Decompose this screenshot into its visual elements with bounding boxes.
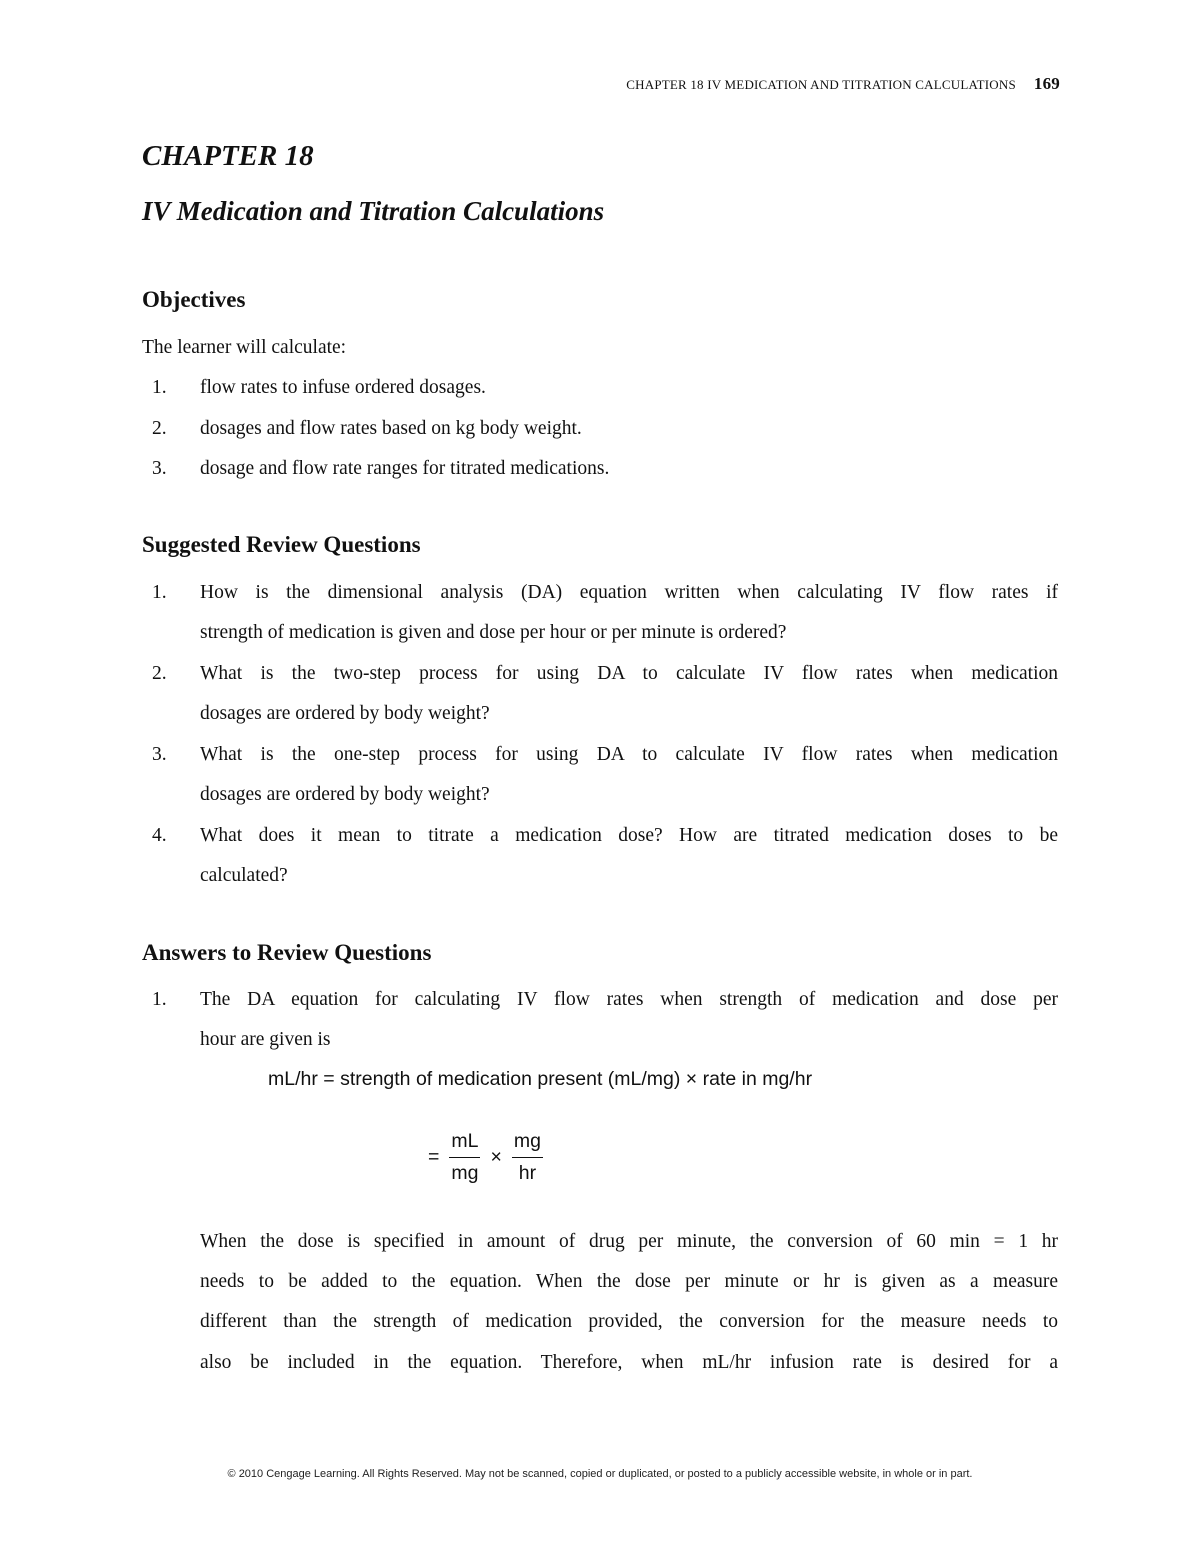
page-number: 169 (1033, 74, 1060, 93)
question-line: calculated? (200, 865, 288, 886)
question-line: dosages are ordered by body weight? (200, 784, 490, 805)
fraction-denominator: hr (518, 1162, 537, 1184)
answers-heading: Answers to Review Questions (142, 940, 432, 965)
answer-number: 1. (152, 989, 167, 1010)
objectives-intro: The learner will calculate: (142, 337, 347, 358)
copyright-footer: © 2010 Cengage Learning. All Rights Reserved. May not be scanned, copied or duplicated, or posted to a publicly accessible website, in whole or in part. (227, 1468, 973, 1480)
fraction-ml-per-mg (449, 1130, 480, 1185)
question-line: How is the dimensional analysis (DA) equation written when calculating IV flow rates if (200, 582, 1058, 603)
objective-item: dosage and flow rate ranges for titrated medications. (200, 458, 610, 479)
times-sign: × (490, 1146, 502, 1168)
equals-sign: = (428, 1146, 440, 1168)
question-line: What is the one-step process for using DA to calculate IV flow rates when medication (200, 744, 1058, 765)
fraction-denominator: mg (451, 1162, 479, 1184)
fraction-mg-per-hr (512, 1130, 543, 1185)
question-line: dosages are ordered by body weight? (200, 703, 490, 724)
chapter-title: IV Medication and Titration Calculations (142, 196, 605, 226)
running-header-title: CHAPTER 18 IV MEDICATION AND TITRATION CALCULATIONS (626, 77, 1016, 92)
objective-item: flow rates to infuse ordered dosages. (200, 377, 486, 398)
objectives-heading: Objectives (142, 287, 246, 312)
question-line: What does it mean to titrate a medication dose? How are titrated medication doses to be (200, 825, 1058, 846)
question-line: strength of medication is given and dose per hour or per minute is ordered? (200, 622, 787, 643)
paragraph-line: When the dose is specified in amount of drug per minute, the conversion of 60 min = 1 hr (200, 1231, 1058, 1252)
question-number: 1. (152, 582, 167, 603)
answer-line: The DA equation for calculating IV flow rates when strength of medication and dose per (200, 989, 1058, 1010)
objective-number: 2. (152, 418, 167, 439)
running-header (626, 74, 1060, 94)
fraction-numerator: mL (449, 1130, 480, 1158)
review-questions-heading: Suggested Review Questions (142, 532, 421, 557)
paragraph-line: different than the strength of medication provided, the conversion for the measure needs to (200, 1311, 1058, 1332)
paragraph-line: also be included in the equation. Therefore, when mL/hr infusion rate is desired for a (200, 1352, 1058, 1373)
question-number: 3. (152, 744, 167, 765)
fraction-equation (424, 1130, 549, 1185)
fraction-numerator: mg (512, 1130, 543, 1158)
paragraph-line: needs to be added to the equation. When the dose per minute or hr is given as a measure (200, 1271, 1058, 1292)
question-number: 4. (152, 825, 167, 846)
da-formula: mL/hr = strength of medication present (mL/mg) × rate in mg/hr (268, 1068, 813, 1090)
objective-number: 1. (152, 377, 167, 398)
objective-number: 3. (152, 458, 167, 479)
chapter-number: CHAPTER 18 (142, 140, 314, 172)
objective-item: dosages and flow rates based on kg body weight. (200, 418, 582, 439)
question-number: 2. (152, 663, 167, 684)
question-line: What is the two-step process for using DA to calculate IV flow rates when medication (200, 663, 1058, 684)
answer-line: hour are given is (200, 1029, 331, 1050)
